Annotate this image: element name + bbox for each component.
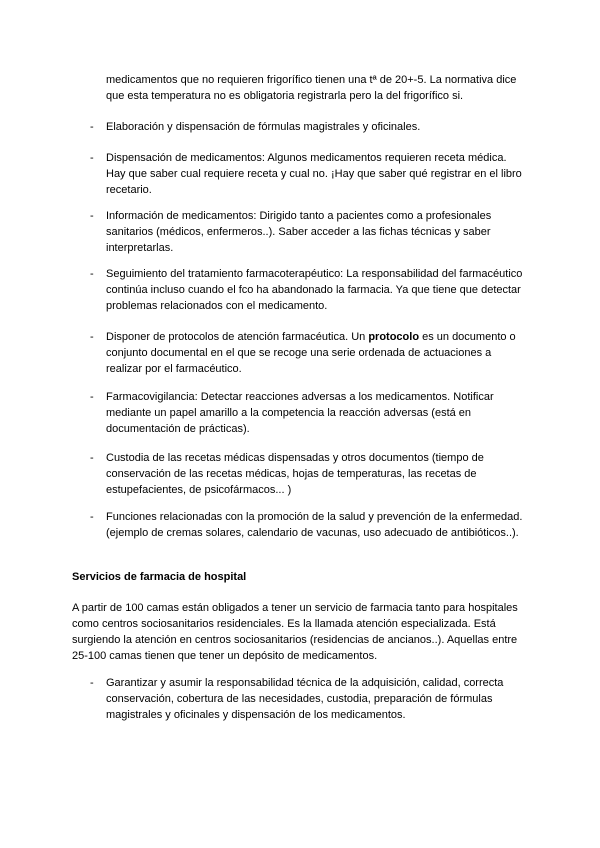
list-item [90,675,526,723]
list-item [90,208,526,256]
list-item-text: Elaboración y dispensación de fórmulas magistrales y oficinales. [106,121,421,133]
bullet-dash: - [90,511,94,523]
list-item-text: Farmacovigilancia: Detectar reacciones adversas a los medicamentos. Notificar mediante un papel amarillo a la competencia la reacción adversas (está en documentación de prácticas). [106,391,494,435]
list-item-bold-term: protocolo [368,331,420,343]
list-item-text: Custodia de las recetas médicas dispensadas y otros documentos (tiempo de conservación de las recetas médicas, hojas de temperaturas, las recetas de estupefacientes, de psicofármacos... ) [106,452,484,496]
bullet-dash: - [90,331,94,343]
list-item [90,266,526,314]
bullet-dash: - [90,391,94,403]
list-item-text: Seguimiento del tratamiento farmacoterapéutico: La responsabilidad del farmacéutico continúa incluso cuando el fco ha abandonado la farmacia. Ya que tiene que detectar problemas relacionados con el medicamento. [106,268,523,312]
bullet-dash: - [90,677,94,689]
section-heading: Servicios de farmacia de hospital [72,571,247,583]
bullet-dash: - [90,210,94,222]
list-item [90,119,526,135]
list-item-text [106,329,526,377]
list-item-text: Dispensación de medicamentos: Algunos medicamentos requieren receta médica. Hay que saber cual requiere receta y cual no. ¡Hay que saber qué registrar en el libro recetario. [106,152,522,196]
list-item-text-after: es un documento o conjunto documental en el que se recoge una serie ordenada de actuaciones a realizar por el farmacéutico. [106,331,516,375]
list-item [90,150,526,198]
bullet-dash: - [90,121,94,133]
list-item-text-before: Disponer de protocolos de atención farmacéutica. Un [106,331,369,343]
list-item-text: Funciones relacionadas con la promoción de la salud y prevención de la enfermedad. (ejemplo de cremas solares, calendario de vacunas, uso adecuado de antibióticos..). [106,511,523,539]
bullet-dash: - [90,452,94,464]
section-paragraph: A partir de 100 camas están obligados a tener un servicio de farmacia tanto para hospitales como centros sociosanitarios residenciales. Es la llamada atención especializada. Está surgiendo la atención en centros sociosanitarios (residencias de ancianos..). Aquellas entre 25-100 camas tienen que tener un depósito de medicamentos. [72,602,518,662]
list-item-text: Información de medicamentos: Dirigido tanto a pacientes como a profesionales sanitarios (médicos, enfermeros..). Saber acceder a las fichas técnicas y saber interpretarlas. [106,210,492,254]
list-item [90,509,526,541]
list-item [90,450,526,498]
bullet-dash: - [90,268,94,280]
list-item [90,389,526,437]
list-item-text: Garantizar y asumir la responsabilidad técnica de la adquisición, calidad, correcta conservación, cobertura de las necesidades, custodia, preparación de fórmulas magistrales y oficinales y dispensación de los medicamentos. [106,677,504,721]
bullet-dash: - [90,152,94,164]
continuation-paragraph: medicamentos que no requieren frigorífico tienen una tª de 20+-5. La normativa dice que esta temperatura no es obligatoria registrarla pero la del frigorífico si. [106,74,517,102]
list-item [90,329,526,377]
